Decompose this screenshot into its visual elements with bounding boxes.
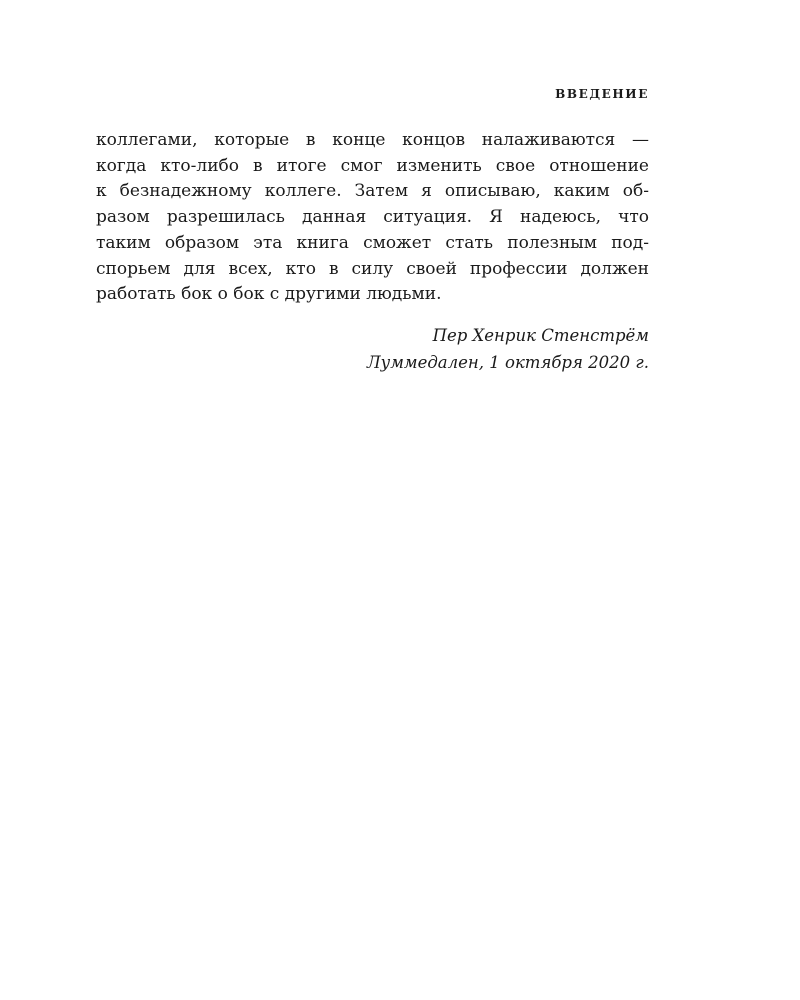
signature-author: Пер Хенрик Стенстрём: [432, 326, 649, 345]
paragraph-line: разом разрешилась данная ситуация. Я надеюсь, что: [96, 207, 649, 228]
paragraph-line: коллегами, которые в конце концов налаживаются —: [96, 130, 649, 150]
signature-block: [367, 322, 649, 376]
paragraph-line: спорьем для всех, кто в силу своей профессии должен: [96, 258, 649, 279]
paragraph-line: когда кто-либо в итоге смог изменить свое отношение: [96, 155, 649, 176]
running-head: ВВЕДЕНИЕ: [555, 87, 649, 101]
signature-place-date: Луммедален, 1 октября 2020 г.: [366, 353, 649, 372]
paragraph-line: работать бок о бок с другими людьми.: [96, 284, 442, 305]
paragraph-line: таким образом эта книга сможет стать полезным под-: [96, 232, 649, 253]
paragraph-line: к безнадежному коллеге. Затем я описываю, каким об-: [96, 181, 649, 202]
body-paragraph: [96, 128, 649, 308]
